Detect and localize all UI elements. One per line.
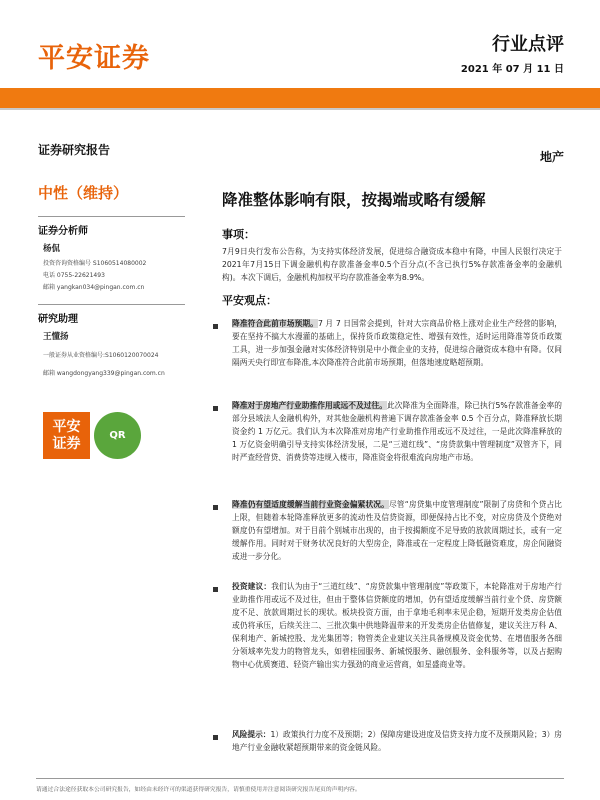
assistant-email[interactable]: 邮箱 wangdongyang339@pingan.com.cn bbox=[43, 370, 165, 377]
assistant-cert: 一般证券从业资格编号:S1060120070024 bbox=[43, 352, 159, 359]
analyst-name: 杨侃 bbox=[43, 244, 61, 254]
report-type-label: 证券研究报告 bbox=[38, 143, 111, 157]
event-heading: 事项： bbox=[222, 228, 255, 241]
stamp-text: 平安 bbox=[52, 418, 81, 435]
bullet-lead: 降准对于房地产行业助推作用或远不及过往。 bbox=[232, 401, 388, 410]
bullet-text: 我们认为由于“三道红线”、“房贷款集中管理制度”等政策下，本轮降准对于房地产行业助推作用或远不及过往，但由于整体信贷额度的增加，仍有望适度缓解当前行业个贷、房贷额度不足、放款周期过长的现状。板块投资方面，由于拿地毛利率未见企稳，短期开发类房企估值或仍将承压，后续关注二、三批次集中供地降温带来的开发类房企估值修复，建议关注万科 A、保利地产、新城控股、龙光集团等；物管类企业建议关注具备规模及资金优势、在增值服务各细分领域率先发力的物管龙头，如碧桂园服务、新城悦服务、融创服务、金科服务等，以及占据购物中心优质赛道、轻资产输出实力强劲的商业运营商，如星盛商业等。 bbox=[232, 582, 562, 669]
qr-code-icon[interactable] bbox=[94, 412, 141, 459]
assistant-heading: 研究助理 bbox=[38, 314, 78, 325]
bullet-text: 尽管“房贷集中度管理制度”限制了房贷和个贷占比上限，但随着本轮降准释放更多的流动性及信贷资源，即便保持占比不变，对应房贷及个贷绝对额度仍有望增加。对于目前个别城市出现的，由于按揭额度不足导致的放款周期过长，或有一定缓解作用。同时对于财务状况良好的大型房企，降准或在一定程度上降低融资难度，房企间融资或进一步分化。 bbox=[232, 500, 562, 561]
footer-disclaimer: 请通过合法途径获取本公司研究报告，如经由未经许可的渠道获得研究报告，请慎重使用并注意阅读研究报告尾页的声明内容。 bbox=[36, 787, 361, 793]
bullet-item bbox=[232, 399, 562, 464]
bullet-item bbox=[232, 580, 562, 671]
event-text: 7月9日央行发布公告称，为支持实体经济发展，促进综合融资成本稳中有降，中国人民银行决定于2021年7月15日下调金融机构存款准备金率0.5个百分点(不含已执行5%存款准备金率的金融机构)。本次下调后，金融机构加权平均存款准备金率为8.9%。 bbox=[222, 247, 562, 282]
bullet-item bbox=[232, 498, 562, 563]
rating-label: 中性（维持） bbox=[38, 184, 129, 202]
bullet-item bbox=[232, 728, 562, 754]
bullet-icon bbox=[213, 406, 218, 411]
footer-divider bbox=[36, 778, 564, 779]
bullet-icon bbox=[213, 587, 218, 592]
brand-stamp bbox=[43, 412, 90, 459]
bullet-text: 7 月 7 日国常会提到，针对大宗商品价格上涨对企业生产经营的影响，要在坚持不搞大水漫灌的基础上，保持货币政策稳定性、增强有效性，适时运用降准等货币政策工具，进一步加强金融对实体经济特别是中小微企业的支持，促进综合融资成本稳中有降。仅间隔两天央行即宣布降准,本次降准符合此前市场预期，但落地速度略超预期。 bbox=[232, 319, 562, 367]
bullet-icon bbox=[213, 735, 218, 740]
analyst-cert: 投资咨询资格编号 S1060514080002 bbox=[43, 260, 147, 267]
bullet-lead: 降准仍有望适度缓解当前行业资金偏紧状况。 bbox=[232, 500, 390, 509]
sidebar-divider bbox=[38, 304, 185, 305]
bullet-lead: 降准符合此前市场预期。 bbox=[232, 319, 318, 328]
header-bar bbox=[0, 88, 600, 108]
document-type: 行业点评 bbox=[492, 34, 564, 55]
qr-label: QR bbox=[109, 430, 126, 441]
sector-label: 地产 bbox=[539, 150, 564, 164]
view-heading: 平安观点： bbox=[222, 294, 277, 307]
bullet-lead: 风险提示： bbox=[232, 730, 271, 739]
bullet-text: 1）政策执行力度不及预期；2）保障房建设进度及信贷支持力度不及预期风险；3）房地产行业金融收紧超预期带来的资金链风险。 bbox=[232, 730, 562, 752]
sidebar-divider bbox=[38, 216, 185, 217]
bullet-icon bbox=[213, 505, 218, 510]
bullet-text: 此次降准为全面降准，除已执行5%存款准备金率的部分县域法人金融机构外，对其他金融机构普遍下调存款准备金率 0.5 个百分点，降准释放长期资金约 1 万亿元。我们认为本次降准对房地产行业助推作用或远不及过往，一是此次降准释放的 1 万亿资金明确引导支持实体经济发展，二是“三道红线”、“房贷款集中管理制度”双管齐下，同时严查经营贷、消费贷等违规入楼市，降准资金将很难流向房地产市场。 bbox=[232, 401, 562, 462]
assistant-name: 王懂扬 bbox=[43, 332, 69, 342]
report-date: 2021 年 07 月 11 日 bbox=[460, 64, 564, 75]
report-title: 降准整体影响有限，按揭端或略有缓解 bbox=[222, 191, 486, 209]
stamp-text: 证券 bbox=[52, 435, 81, 452]
bullet-icon bbox=[213, 324, 218, 329]
company-logo: 平安证券 bbox=[38, 43, 150, 74]
bullet-item bbox=[232, 317, 562, 369]
header-divider bbox=[0, 108, 600, 110]
bullet-lead: 投资建议： bbox=[232, 582, 272, 591]
analyst-email[interactable]: 邮箱 yangkan034@pingan.com.cn bbox=[43, 284, 145, 291]
analyst-heading: 证券分析师 bbox=[38, 226, 88, 237]
analyst-phone: 电话 0755-22621493 bbox=[43, 272, 105, 279]
